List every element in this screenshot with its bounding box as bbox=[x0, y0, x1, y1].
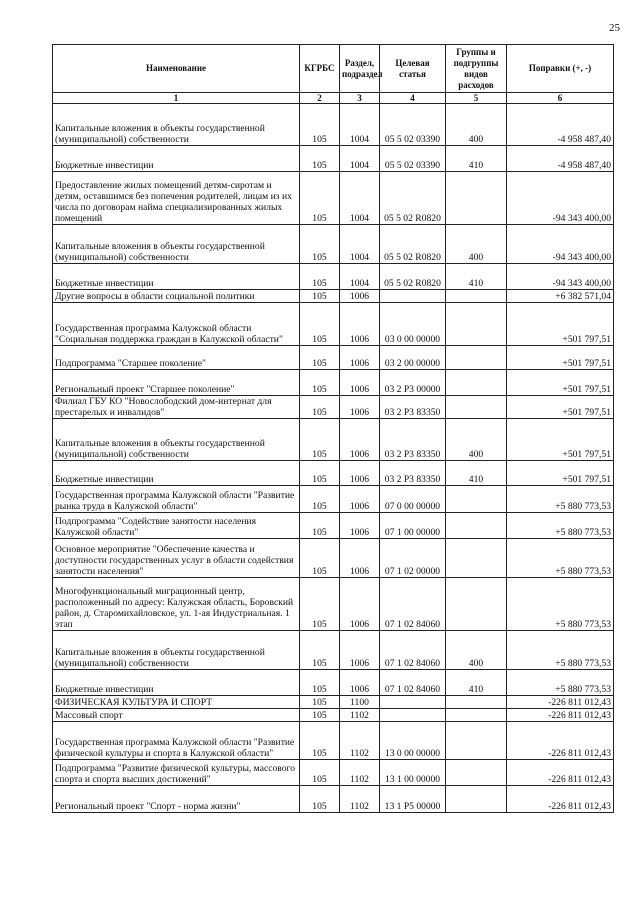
table-row bbox=[53, 578, 614, 631]
header-razdel: Раздел, подраздел bbox=[340, 45, 380, 93]
table-row bbox=[53, 225, 614, 264]
row-name: Основное мероприятие "Обеспечение качества и доступности государственных услуг в области содействия занятости населения" bbox=[53, 539, 300, 578]
row-group: 410 bbox=[446, 461, 507, 486]
table-row bbox=[53, 396, 614, 419]
row-razdel: 1102 bbox=[340, 709, 380, 722]
row-group bbox=[446, 696, 507, 709]
row-amount: +501 797,51 bbox=[507, 303, 614, 346]
row-name: Многофункциональный миграционный центр, расположенный по адресу: Калужская область, Боровский район, д. Старомихайловское, ул. 1-ая Индустриальная. 1 этап bbox=[53, 578, 300, 631]
row-name: Бюджетные инвестиции bbox=[53, 461, 300, 486]
row-group bbox=[446, 290, 507, 303]
row-name: Подпрограмма "Развитие физической культуры, массового спорта и спорта высших достижений" bbox=[53, 760, 300, 786]
header-target: Целевая статья bbox=[380, 45, 446, 93]
row-razdel: 1102 bbox=[340, 722, 380, 760]
row-razdel: 1102 bbox=[340, 786, 380, 813]
row-target: 05 5 02 R0820 bbox=[380, 225, 446, 264]
row-target: 07 1 00 00000 bbox=[380, 513, 446, 539]
row-group: 400 bbox=[446, 104, 507, 146]
row-name: Бюджетные инвестиции bbox=[53, 146, 300, 172]
row-amount: +5 880 773,53 bbox=[507, 670, 614, 696]
row-name: Филиал ГБУ КО "Новослободский дом-интернат для престарелых и инвалидов" bbox=[53, 396, 300, 419]
table-row bbox=[53, 696, 614, 709]
table-row bbox=[53, 419, 614, 461]
row-amount: +5 880 773,53 bbox=[507, 578, 614, 631]
row-amount: -226 811 012,43 bbox=[507, 696, 614, 709]
row-kgrbs: 105 bbox=[300, 172, 340, 225]
row-kgrbs: 105 bbox=[300, 104, 340, 146]
row-razdel: 1006 bbox=[340, 290, 380, 303]
row-target bbox=[380, 696, 446, 709]
table-row bbox=[53, 513, 614, 539]
row-target: 05 5 02 R0820 bbox=[380, 264, 446, 290]
row-amount: +5 880 773,53 bbox=[507, 513, 614, 539]
table-header-row bbox=[53, 45, 614, 93]
row-kgrbs: 105 bbox=[300, 670, 340, 696]
row-target bbox=[380, 290, 446, 303]
row-name: Другие вопросы в области социальной политики bbox=[53, 290, 300, 303]
row-target: 07 1 02 84060 bbox=[380, 578, 446, 631]
row-name: Массовый спорт bbox=[53, 709, 300, 722]
row-target: 07 1 02 84060 bbox=[380, 670, 446, 696]
row-name: Региональный проект "Спорт - норма жизни" bbox=[53, 786, 300, 813]
row-kgrbs: 105 bbox=[300, 303, 340, 346]
row-razdel: 1006 bbox=[340, 539, 380, 578]
table-row bbox=[53, 303, 614, 346]
row-target: 13 1 P5 00000 bbox=[380, 786, 446, 813]
table-row bbox=[53, 290, 614, 303]
row-kgrbs: 105 bbox=[300, 760, 340, 786]
row-name: Предоставление жилых помещений детям-сиротам и детям, оставшимся без попечения родителей, лицам из их числа по договорам найма специализированных жилых помещений bbox=[53, 172, 300, 225]
table-row bbox=[53, 486, 614, 513]
row-razdel: 1102 bbox=[340, 760, 380, 786]
row-name: Подпрограмма "Содействие занятости населения Калужской области" bbox=[53, 513, 300, 539]
row-group: 400 bbox=[446, 419, 507, 461]
table-row bbox=[53, 104, 614, 146]
row-kgrbs: 105 bbox=[300, 396, 340, 419]
row-amount: +5 880 773,53 bbox=[507, 486, 614, 513]
row-kgrbs: 105 bbox=[300, 461, 340, 486]
row-target: 13 1 00 00000 bbox=[380, 760, 446, 786]
col-number: 2 bbox=[300, 93, 340, 104]
row-razdel: 1006 bbox=[340, 346, 380, 370]
row-target: 05 5 02 R0820 bbox=[380, 172, 446, 225]
row-name: Подпрограмма "Старшее поколение" bbox=[53, 346, 300, 370]
row-razdel: 1004 bbox=[340, 225, 380, 264]
row-group bbox=[446, 370, 507, 396]
row-razdel: 1004 bbox=[340, 104, 380, 146]
row-group bbox=[446, 539, 507, 578]
row-razdel: 1006 bbox=[340, 303, 380, 346]
row-razdel: 1006 bbox=[340, 513, 380, 539]
row-target: 07 0 00 00000 bbox=[380, 486, 446, 513]
row-razdel: 1006 bbox=[340, 370, 380, 396]
row-group bbox=[446, 396, 507, 419]
page-number: 25 bbox=[609, 22, 620, 34]
column-number-row bbox=[53, 93, 614, 104]
table-row bbox=[53, 146, 614, 172]
row-target: 13 0 00 00000 bbox=[380, 722, 446, 760]
row-target: 07 1 02 00000 bbox=[380, 539, 446, 578]
header-kgrbs: КГРБС bbox=[300, 45, 340, 93]
row-kgrbs: 105 bbox=[300, 631, 340, 670]
table-row bbox=[53, 709, 614, 722]
table-row bbox=[53, 172, 614, 225]
row-group bbox=[446, 709, 507, 722]
row-amount: +6 382 571,04 bbox=[507, 290, 614, 303]
row-amount: +501 797,51 bbox=[507, 346, 614, 370]
row-group: 400 bbox=[446, 225, 507, 264]
row-group bbox=[446, 486, 507, 513]
row-kgrbs: 105 bbox=[300, 578, 340, 631]
row-amount: +501 797,51 bbox=[507, 370, 614, 396]
row-amount: -226 811 012,43 bbox=[507, 709, 614, 722]
table-row bbox=[53, 631, 614, 670]
row-name: Капитальные вложения в объекты государственной (муниципальной) собственности bbox=[53, 225, 300, 264]
row-target: 07 1 02 84060 bbox=[380, 631, 446, 670]
col-number: 5 bbox=[446, 93, 507, 104]
row-amount: -4 958 487,40 bbox=[507, 104, 614, 146]
table-row bbox=[53, 760, 614, 786]
row-group: 410 bbox=[446, 264, 507, 290]
row-name: Капитальные вложения в объекты государственной (муниципальной) собственности bbox=[53, 631, 300, 670]
row-name: Бюджетные инвестиции bbox=[53, 264, 300, 290]
row-razdel: 1004 bbox=[340, 172, 380, 225]
row-group bbox=[446, 172, 507, 225]
row-kgrbs: 105 bbox=[300, 346, 340, 370]
row-name: Бюджетные инвестиции bbox=[53, 670, 300, 696]
table-row bbox=[53, 539, 614, 578]
header-groups: Группы и подгруппы видов расходов bbox=[446, 45, 507, 93]
row-target: 05 5 02 03390 bbox=[380, 146, 446, 172]
row-kgrbs: 105 bbox=[300, 370, 340, 396]
row-target: 03 2 P3 00000 bbox=[380, 370, 446, 396]
row-razdel: 1004 bbox=[340, 146, 380, 172]
header-amendments: Поправки (+, -) bbox=[507, 45, 614, 93]
row-razdel: 1006 bbox=[340, 486, 380, 513]
row-name: Государственная программа Калужской области "Развитие рынка труда в Калужской области" bbox=[53, 486, 300, 513]
table-row bbox=[53, 370, 614, 396]
row-amount: -94 343 400,00 bbox=[507, 225, 614, 264]
row-group bbox=[446, 760, 507, 786]
row-target bbox=[380, 709, 446, 722]
row-amount: +501 797,51 bbox=[507, 461, 614, 486]
row-kgrbs: 105 bbox=[300, 709, 340, 722]
row-kgrbs: 105 bbox=[300, 419, 340, 461]
row-razdel: 1100 bbox=[340, 696, 380, 709]
row-amount: -226 811 012,43 bbox=[507, 722, 614, 760]
row-group bbox=[446, 722, 507, 760]
row-razdel: 1004 bbox=[340, 264, 380, 290]
row-name: Капитальные вложения в объекты государственной (муниципальной) собственности bbox=[53, 419, 300, 461]
row-name: Региональный проект "Старшее поколение" bbox=[53, 370, 300, 396]
row-name: Государственная программа Калужской области "Развитие физической культуры и спорта в Калужской области" bbox=[53, 722, 300, 760]
row-group bbox=[446, 786, 507, 813]
row-target: 03 2 P3 83350 bbox=[380, 396, 446, 419]
row-group bbox=[446, 513, 507, 539]
col-number: 6 bbox=[507, 93, 614, 104]
row-kgrbs: 105 bbox=[300, 696, 340, 709]
row-group: 410 bbox=[446, 146, 507, 172]
row-target: 05 5 02 03390 bbox=[380, 104, 446, 146]
row-razdel: 1006 bbox=[340, 396, 380, 419]
header-name: Наименование bbox=[53, 45, 300, 93]
col-number: 1 bbox=[53, 93, 300, 104]
row-target: 03 2 P3 83350 bbox=[380, 419, 446, 461]
row-amount: +5 880 773,53 bbox=[507, 631, 614, 670]
row-amount: +5 880 773,53 bbox=[507, 539, 614, 578]
row-razdel: 1006 bbox=[340, 419, 380, 461]
row-group bbox=[446, 303, 507, 346]
col-number: 3 bbox=[340, 93, 380, 104]
row-kgrbs: 105 bbox=[300, 290, 340, 303]
row-kgrbs: 105 bbox=[300, 264, 340, 290]
row-kgrbs: 105 bbox=[300, 225, 340, 264]
table-row bbox=[53, 786, 614, 813]
row-target: 03 2 P3 83350 bbox=[380, 461, 446, 486]
row-kgrbs: 105 bbox=[300, 486, 340, 513]
row-name: ФИЗИЧЕСКАЯ КУЛЬТУРА И СПОРТ bbox=[53, 696, 300, 709]
row-amount: -4 958 487,40 bbox=[507, 146, 614, 172]
row-razdel: 1006 bbox=[340, 578, 380, 631]
row-group bbox=[446, 346, 507, 370]
row-amount: -226 811 012,43 bbox=[507, 786, 614, 813]
table-row bbox=[53, 346, 614, 370]
row-kgrbs: 105 bbox=[300, 722, 340, 760]
row-razdel: 1006 bbox=[340, 670, 380, 696]
row-group: 400 bbox=[446, 631, 507, 670]
row-group: 410 bbox=[446, 670, 507, 696]
row-amount: -94 343 400,00 bbox=[507, 172, 614, 225]
row-target: 03 0 00 00000 bbox=[380, 303, 446, 346]
row-amount: +501 797,51 bbox=[507, 396, 614, 419]
row-kgrbs: 105 bbox=[300, 786, 340, 813]
row-amount: +501 797,51 bbox=[507, 419, 614, 461]
budget-amendments-table bbox=[52, 44, 614, 813]
table-row bbox=[53, 722, 614, 760]
row-kgrbs: 105 bbox=[300, 539, 340, 578]
row-amount: -226 811 012,43 bbox=[507, 760, 614, 786]
row-amount: -94 343 400,00 bbox=[507, 264, 614, 290]
col-number: 4 bbox=[380, 93, 446, 104]
table-row bbox=[53, 461, 614, 486]
table-row bbox=[53, 670, 614, 696]
row-kgrbs: 105 bbox=[300, 146, 340, 172]
table-row bbox=[53, 264, 614, 290]
row-name: Государственная программа Калужской области "Социальная поддержка граждан в Калужской области" bbox=[53, 303, 300, 346]
row-target: 03 2 00 00000 bbox=[380, 346, 446, 370]
row-razdel: 1006 bbox=[340, 461, 380, 486]
row-kgrbs: 105 bbox=[300, 513, 340, 539]
row-group bbox=[446, 578, 507, 631]
row-name: Капитальные вложения в объекты государственной (муниципальной) собственности bbox=[53, 104, 300, 146]
row-razdel: 1006 bbox=[340, 631, 380, 670]
